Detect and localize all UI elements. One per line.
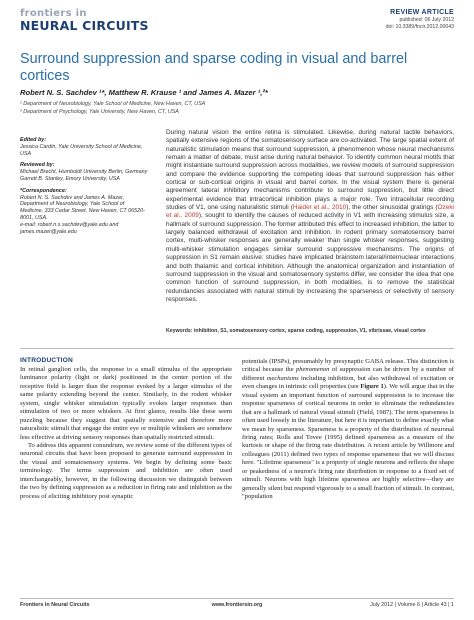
- body-text: of suppression can be driven by a number of different: [242, 366, 454, 382]
- paragraph: To address this apparent conundrum, we review some of the different types of neuronal circuits that have been proposed to generate surround suppression in the visual and somatosensory systems. We begin by defining some basic terminology. The terms suppression and inhibition are often used interchangeably, however, in the following discussion we distinguish between the two by defining suppression as a reduction in firing rate and inhibition as the process of eliciting inhibitory post synaptic: [20, 441, 232, 500]
- affiliation-2: ² Department of Psychology, Yale University, New Haven, CT, USA: [20, 109, 179, 115]
- affiliation-1: ¹ Department of Neurobiology, Yale School of Medicine, New Haven, CT, USA: [20, 101, 206, 107]
- article-meta: [386, 9, 454, 30]
- body-emphasis: mechanisms: [266, 374, 299, 382]
- journal-logo-line1: frontiers in: [20, 8, 87, 19]
- sidebar-label: Edited by:: [20, 137, 47, 143]
- doi-link[interactable]: doi: 10.3389/fncir.2012.00043: [385, 23, 454, 30]
- article-title: Surround suppression and sparse coding in visual and barrel cortices: [20, 51, 408, 84]
- footer-journal: Frontiers in Neural Circuits: [20, 602, 90, 608]
- abstract: [166, 129, 454, 304]
- page-footer: [20, 598, 454, 608]
- footer-website-link[interactable]: www.frontiersin.org: [211, 602, 263, 608]
- abstract-text: During natural vision the entire retina is stimulated. Likewise, during natural tactile behaviors, spatially extensive regions of the somatosensory surface are co-activated. The large spatial extent of naturalistic stimulation means that surround suppression, a phenomenon whose neural mechanisms remain a matter of debate, must arise during natural behavior. To identify common neural motifs that might instantiate surround suppression across modalities, we review models of surround suppression and compare the evidence supporting the competing ideas that surround suppression has either cortical or sub-cortical origins in visual and barrel cortex. In the visual system there is general agreement lateral inhibitory mechanisms contribute to surround suppression, but little direct experimental evidence that intracortical inhibition plays a major role. Two intracellular recording studies of V1, one using naturalistic stimuli (: [166, 129, 454, 212]
- page-header: [20, 9, 454, 43]
- sidebar-text: Michael Brecht, Humboldt University Berlin, Germany Garrett B. Stanley, Emory University, USA: [20, 169, 148, 182]
- sidebar-edited: [20, 137, 148, 157]
- keywords-label: Keywords:: [166, 328, 193, 334]
- sidebar-text: Jessica Cardin, Yale University School of Medicine, USA: [20, 143, 143, 157]
- figure-link[interactable]: Figure 1: [360, 383, 384, 391]
- sidebar: [20, 132, 148, 235]
- published-date: published: 06 July 2012: [399, 17, 454, 24]
- journal-logo-line2: NEURAL CIRCUITS: [20, 18, 149, 33]
- footer-issue: July 2012 | Volume 6 | Article 43 | 1: [370, 602, 454, 608]
- paragraph: In retinal ganglion cells, the response to a small stimulus of the appropriate luminance polarity (light or dark) positioned in the center portion of the receptive field is larger than the response evoked by a larger stimulus of the same polarity extending beyond the center. Similarly, in the rodent whisker system, single whisker stimulation typically evokes larger responses than stimulation of two or more whiskers. At first glance, results like these seem puzzling because they suggest that spatially extensive and therefore more naturalistic stimuli that engage the entire eye or multiple whiskers are somehow less effective at driving sensory responses than spatially restricted stimuli.: [20, 366, 232, 441]
- sidebar-correspondence: [20, 188, 148, 236]
- keywords-list: inhibition, S1, somatosensory cortex, sparse coding, suppression, V1, vibrissae, visual cortex: [193, 328, 426, 334]
- citation-link[interactable]: Haider et al., 2010: [292, 204, 347, 212]
- sidebar-label: Reviewed by:: [20, 162, 55, 169]
- body-column-left: [20, 366, 232, 501]
- section-heading: INTRODUCTION: [20, 357, 73, 364]
- article-type: REVIEW ARTICLE: [390, 9, 454, 16]
- sidebar-text[interactable]: Robert N. S. Sachdev and James A. Mazer, Department of Neurobiology, Yale School of Medicine, 333 Cedar Street, New Haven, CT 06520-8001, USA. e-mail: robert.n.s.sachdev@yale.edu and james.mazer@yale.edu: [20, 194, 145, 235]
- author-list: Robert N. S. Sachdev ¹*, Matthew R. Krause ¹ and James A. Mazer ¹,²*: [20, 88, 268, 97]
- abstract-text: ), sought to identify the causes of reduced activity in V1 with increasing stimulus size, a hallmark of surround suppression. The former attributed this effect to increased inhibition, the latter to largely balanced withdrawal of excitation and inhibition. In rodent primary somatosensory barrel cortex, multi-whisker responses are generally weaker than single whisker responses, suggesting multi-whisker stimulation engages similar surround suppressive mechanisms. The origins of suppression in S1 remain elusive: studies have implicated brainstem lateral/internuclear interactions and both thalamic and cortical inhibition. Although the anatomical organization and instantiation of surround suppression in the visual and somatosensory systems differ, we consider the idea that one common function of surround suppression, in both modalities, is to remove the statistical redundancies associated with natural stimuli by increasing the sparseness or selectivity of sensory responses.: [166, 212, 454, 303]
- sidebar-label: *Correspondence:: [20, 187, 67, 194]
- keywords: [166, 328, 454, 334]
- body-column-right: [242, 358, 454, 501]
- section-divider: [20, 348, 454, 349]
- abstract-text: ), the other sinusoidal gratings (: [346, 204, 438, 212]
- body-emphasis: phenomenon: [295, 366, 330, 374]
- body-text: potentials (IPSPs), presumably by presynaptic GABA release. This distinction is critical because the: [242, 358, 454, 374]
- body-text: ). We will argue that in the visual system an important function of surround suppression is to increase the response sparseness of cortical neurons in order to eliminate the redundancies that are a hallmark of natural visual stimuli (Field, 1987). The term sparseness is often used loosely in the literature, but here it is important to define exactly what we mean by sparseness. Sparseness is a property of the distribution of neuronal firing rates; Rolls and Tovee (1995) defined sparseness as a measure of the kurtosis or shape of the firing rate distribution. A recent article by Willmore and colleagues (2011) defined two types of response sparseness that we will discuss here. "Lifetime sparseness" is a property of single neurons and reflects the shape or peakedness of a neuron's firing rate distribution in response to a fixed set of stimuli. Neurons with high lifetime sparseness are highly selective—they are generally silent but respond vigorously to a small fraction of stimuli. In contrast, "population: [242, 383, 455, 500]
- body-text: including inhibition, but also withdrawal of excitation or even changes in intrinsic cell properties (see: [242, 374, 454, 391]
- sidebar-reviewed: [20, 162, 148, 182]
- journal-logo[interactable]: [20, 9, 149, 33]
- citation-link[interactable]: Ozeki et al., 2009: [166, 204, 454, 220]
